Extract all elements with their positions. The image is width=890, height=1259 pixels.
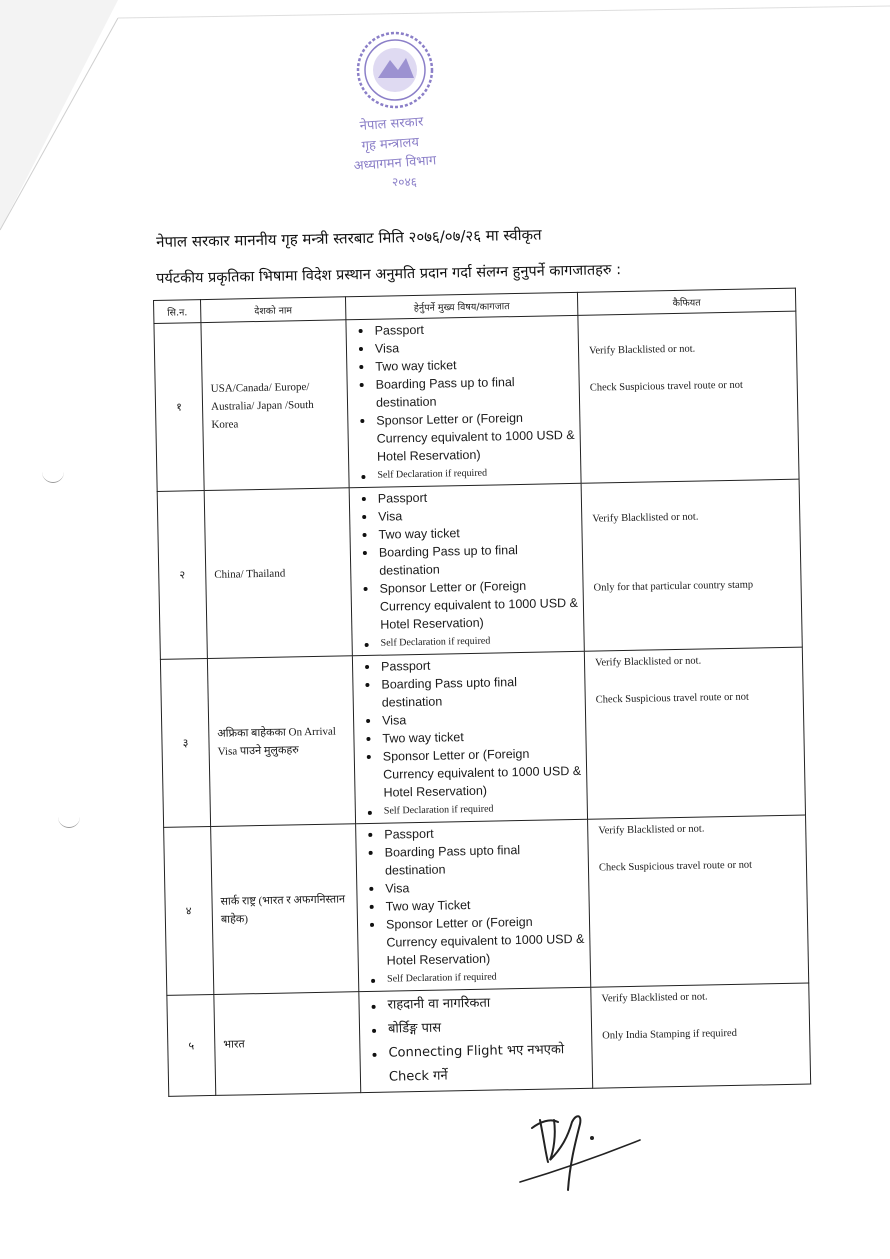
documents-cell — [359, 987, 593, 1092]
document-subheading: पर्यटकीय प्रकृतिका भिषामा विदेश प्रस्थान अनुमति प्रदान गर्दा संलग्न हुनुपर्ने कागजातहरु : — [156, 262, 622, 287]
document-item: Sponsor Letter or (Foreign Currency equivalent to 1000 USD & Hotel Reservation) — [364, 912, 586, 970]
document-item: Connecting Flight भए नभएको — [366, 1038, 587, 1066]
handwritten-signature — [510, 1100, 650, 1200]
punch-hole-bottom — [58, 815, 80, 828]
remark-secondary: Check Suspicious travel route or not — [589, 379, 743, 394]
document-item: Visa — [356, 504, 577, 526]
self-declaration-note: Self Declaration if required — [358, 632, 579, 652]
documents-list — [365, 990, 588, 1090]
remark-blacklist: Verify Blacklisted or not. — [601, 991, 708, 1005]
document-item: Passport — [356, 486, 577, 508]
country-name: China/ Thailand — [204, 488, 352, 659]
table-row — [160, 647, 805, 827]
remarks-cell — [588, 815, 809, 987]
country-name: भारत — [214, 992, 361, 1096]
country-name: सार्क राष्ट्र (भारत र अफगनिस्तान बाहेक) — [211, 824, 359, 995]
documents-cell — [349, 483, 584, 655]
seal-line-3: अध्यागमन विभाग — [353, 153, 437, 174]
seal-line-1: नेपाल सरकार — [359, 114, 424, 134]
remarks-cell — [584, 647, 805, 819]
header-country: देशको नाम — [201, 297, 346, 323]
government-seal — [340, 30, 490, 190]
remarks-cell — [578, 311, 799, 483]
remark-blacklist: Verify Blacklisted or not. — [588, 343, 696, 357]
documents-list — [356, 486, 580, 652]
serial-number: ४ — [164, 826, 214, 995]
approval-heading: नेपाल सरकार माननीय गृह मन्त्री स्तरबाट मिति २०७६/०७/२६ मा स्वीकृत — [156, 225, 542, 251]
country-name: USA/Canada/ Europe/ Australia/ Japan /South Korea — [201, 320, 349, 491]
document-item: Sponsor Letter or (Foreign Currency equivalent to 1000 USD & Hotel Reservation) — [354, 408, 576, 466]
documents-list — [352, 318, 576, 484]
documents-cell — [352, 651, 587, 823]
country-name: अफ्रिका बाहेकका On Arrival Visa पाउने मुलुकहरु — [207, 656, 355, 827]
document-item: Boarding Pass upto final destination — [359, 672, 581, 712]
serial-number: ५ — [167, 994, 216, 1096]
requirements-table-wrapper — [153, 288, 811, 1097]
self-declaration-note: Self Declaration if required — [355, 464, 576, 484]
documents-list — [359, 654, 583, 820]
document-item: Boarding Pass up to final destination — [357, 540, 579, 580]
document-item: Passport — [359, 654, 580, 676]
remark-secondary: Check Suspicious travel route or not — [595, 691, 749, 706]
table-row — [157, 479, 802, 659]
punch-hole-top — [42, 470, 64, 483]
document-item: Passport — [352, 318, 573, 340]
document-item: Check गर्ने — [388, 1068, 448, 1085]
table-row — [154, 311, 799, 491]
document-item: Boarding Pass upto final destination — [362, 840, 584, 880]
table-row — [164, 815, 809, 995]
document-item: Passport — [362, 822, 583, 844]
document-item: Two way Ticket — [364, 894, 585, 916]
document-item: Visa — [363, 876, 584, 898]
document-item: Boarding Pass up to final destination — [353, 372, 575, 412]
header-documents: हेर्नुपर्ने मुख्य विषय/कागजात — [345, 292, 577, 319]
document-item: Two way ticket — [356, 522, 577, 544]
document-item: Two way ticket — [360, 726, 581, 748]
document-item: Sponsor Letter or (Foreign Currency equivalent to 1000 USD & Hotel Reservation) — [361, 744, 583, 802]
remark-blacklist: Verify Blacklisted or not. — [594, 655, 702, 669]
seal-line-2: गृह मन्त्रालय — [361, 135, 420, 154]
remark-secondary: Only for that particular country stamp — [593, 579, 754, 594]
remark-blacklist: Verify Blacklisted or not. — [592, 511, 699, 525]
document-item: Visa — [353, 336, 574, 358]
self-declaration-note: Self Declaration if required — [362, 800, 583, 820]
serial-number: १ — [154, 323, 204, 492]
documents-cell — [356, 819, 591, 991]
documents-cell — [346, 315, 581, 487]
serial-number: २ — [157, 491, 207, 660]
remarks-cell — [581, 479, 802, 651]
remark-blacklist: Verify Blacklisted or not. — [598, 823, 705, 837]
table-row — [167, 983, 811, 1096]
document-item: Visa — [360, 708, 581, 730]
documents-list — [362, 822, 586, 988]
document-item: बोर्डिङ्ग पास — [366, 1014, 587, 1042]
requirements-table — [153, 288, 811, 1097]
remarks-cell — [591, 983, 811, 1088]
header-serial: सि.न. — [154, 300, 201, 324]
document-item: Sponsor Letter or (Foreign Currency equivalent to 1000 USD & Hotel Reservation) — [357, 576, 579, 634]
header-remarks: कैफियत — [577, 288, 795, 315]
document-item: Two way ticket — [353, 354, 574, 376]
remark-secondary: Only India Stamping if required — [602, 1027, 738, 1042]
document-item: राहदानी वा नागरिकता — [365, 990, 586, 1018]
serial-number: ३ — [160, 659, 210, 828]
seal-line-4: २०४६ — [392, 175, 417, 189]
remark-secondary: Check Suspicious travel route or not — [598, 859, 753, 874]
self-declaration-note: Self Declaration if required — [365, 968, 586, 988]
